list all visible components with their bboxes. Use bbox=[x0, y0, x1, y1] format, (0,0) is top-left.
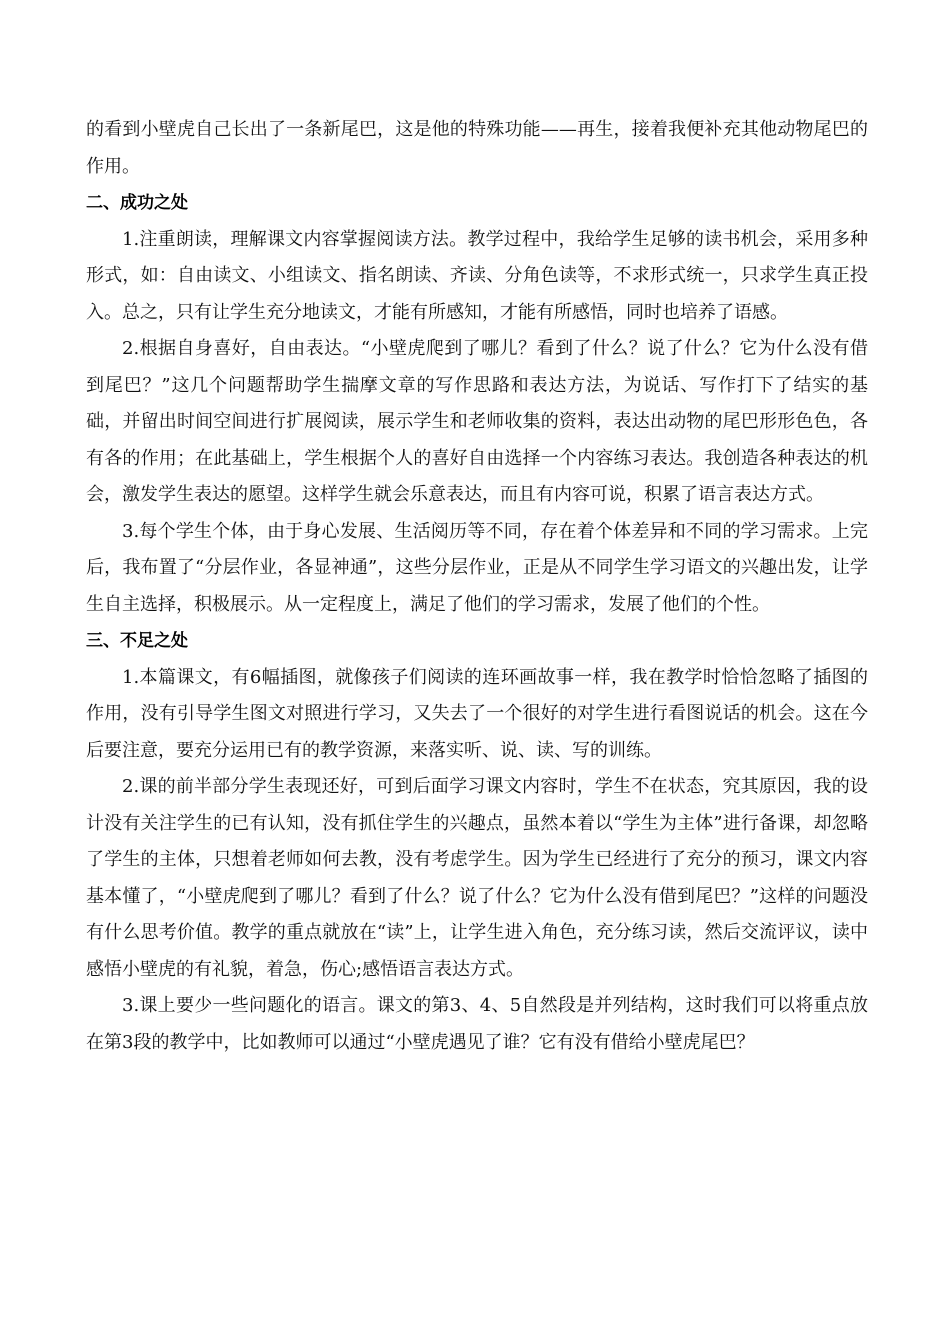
success-paragraph-1: 1.注重朗读，理解课文内容掌握阅读方法。教学过程中，我给学生足够的读书机会，采用多种形式，如：自由读文、小组读文、指名朗读、齐读、分角色读等，不求形式统一，只求学生真正投入。总之，只有让学生充分地读文，才能有所感知，才能有所感悟，同时也培养了语感。 bbox=[86, 228, 868, 323]
success-paragraph-3: 3.每个学生个体，由于身心发展、生活阅历等不同，存在着个体差异和不同的学习需求。上完后，我布置了“分层作业，各显神通”，这些分层作业，正是从不同学生学习语文的兴趣出发，让学生自主选择，积极展示。从一定程度上，满足了他们的学习需求，发展了他们的个性。 bbox=[86, 520, 868, 615]
intro-paragraph: 的看到小壁虎自己长出了一条新尾巴，这是他的特殊功能——再生，接着我便补充其他动物尾巴的作用。 bbox=[86, 119, 868, 177]
shortcoming-paragraph-1: 1.本篇课文，有6幅插图，就像孩子们阅读的连环画故事一样，我在教学时恰恰忽略了插图的作用，没有引导学生图文对照进行学习，又失去了一个很好的对学生进行看图说话的机会。这在今后要注意，要充分运用已有的教学资源，来落实听、说、读、写的训练。 bbox=[86, 666, 868, 761]
section-heading-shortcomings: 三、不足之处 bbox=[86, 631, 188, 651]
success-paragraph-2: 2.根据自身喜好，自由表达。“小壁虎爬到了哪儿？看到了什么？说了什么？它为什么没有借到尾巴？”这几个问题帮助学生揣摩文章的写作思路和表达方法，为说话、写作打下了结实的基础，并留出时间空间进行扩展阅读，展示学生和老师收集的资料，表达出动物的尾巴形形色色，各有各的作用；在此基础上，学生根据个人的喜好自由选择一个内容练习表达。我创造各种表达的机会，激发学生表达的愿望。这样学生就会乐意表达，而且有内容可说，积累了语言表达方式。 bbox=[86, 338, 868, 505]
shortcoming-paragraph-3: 3.课上要少一些问题化的语言。课文的第3、4、5自然段是并列结构，这时我们可以将重点放在第3段的教学中，比如教师可以通过“小壁虎遇见了谁？它有没有借给小壁虎尾巴？ bbox=[86, 995, 868, 1053]
section-heading-successes: 二、成功之处 bbox=[86, 193, 188, 213]
document-body bbox=[86, 112, 868, 1061]
shortcoming-paragraph-2: 2.课的前半部分学生表现还好，可到后面学习课文内容时，学生不在状态，究其原因，我的设计没有关注学生的已有认知，没有抓住学生的兴趣点，虽然本着以“学生为主体”进行备课，却忽略了学生的主体，只想着老师如何去教，没有考虑学生。因为学生已经进行了充分的预习，课文内容基本懂了，“小壁虎爬到了哪儿？看到了什么？说了什么？它为什么没有借到尾巴？”这样的问题没有什么思考价值。教学的重点就放在“读”上，让学生进入角色，充分练习读，然后交流评议，读中感悟小壁虎的有礼貌，着急，伤心;感悟语言表达方式。 bbox=[86, 776, 868, 980]
